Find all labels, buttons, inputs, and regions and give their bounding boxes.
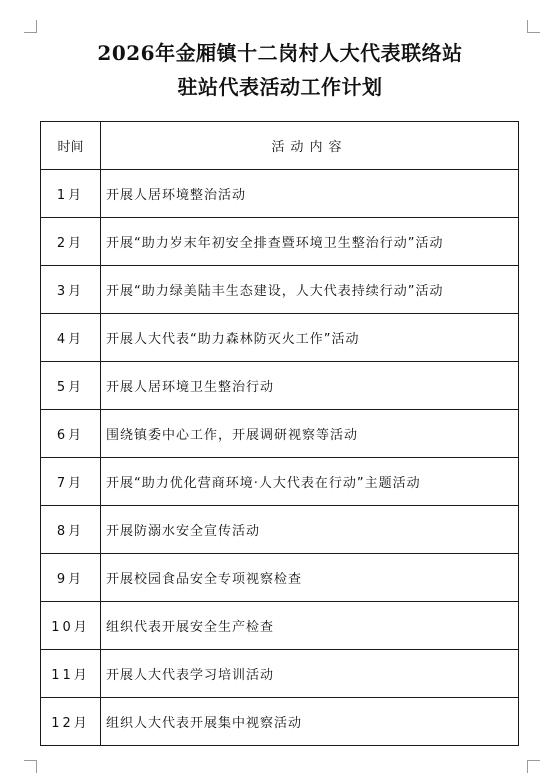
row-activity: 开展人居环境卫生整治行动	[101, 362, 519, 410]
row-month: 7月	[41, 458, 101, 506]
document-title-line-2: 驻站代表活动工作计划	[177, 75, 383, 99]
table-row	[41, 458, 519, 506]
row-activity: 开展校园食品安全专项视察检查	[101, 554, 519, 602]
row-activity: 开展“助力绿美陆丰生态建设，人大代表持续行动”活动	[101, 266, 519, 314]
table-row	[41, 170, 519, 218]
table-row	[41, 650, 519, 698]
row-activity: 开展人居环境整治活动	[101, 170, 519, 218]
crop-mark-bottom-left	[24, 760, 37, 773]
table-header-row	[41, 122, 519, 170]
header-time: 时间	[41, 122, 101, 170]
table-row	[41, 362, 519, 410]
row-activity: 组织人大代表开展集中视察活动	[101, 698, 519, 746]
row-activity: 开展人大代表学习培训活动	[101, 650, 519, 698]
row-month: 3月	[41, 266, 101, 314]
table-row	[41, 218, 519, 266]
row-month: 12月	[41, 698, 101, 746]
row-activity: 开展人大代表“助力森林防灭火工作”活动	[101, 314, 519, 362]
row-activity: 开展防溺水安全宣传活动	[101, 506, 519, 554]
table-row	[41, 506, 519, 554]
table-row	[41, 410, 519, 458]
activity-plan-table	[40, 121, 519, 746]
table-row	[41, 602, 519, 650]
row-activity: 开展“助力优化营商环境·人大代表在行动”主题活动	[101, 458, 519, 506]
row-month: 5月	[41, 362, 101, 410]
row-activity: 围绕镇委中心工作，开展调研视察等活动	[101, 410, 519, 458]
row-month: 10月	[41, 602, 101, 650]
row-month: 4月	[41, 314, 101, 362]
table-row	[41, 698, 519, 746]
table-row	[41, 266, 519, 314]
row-activity: 组织代表开展安全生产检查	[101, 602, 519, 650]
table-row	[41, 554, 519, 602]
row-month: 11月	[41, 650, 101, 698]
row-activity: 开展“助力岁末年初安全排查暨环境卫生整治行动”活动	[101, 218, 519, 266]
row-month: 9月	[41, 554, 101, 602]
row-month: 2月	[41, 218, 101, 266]
crop-mark-bottom-right	[527, 760, 540, 773]
header-activity-content: 活动内容	[101, 122, 519, 170]
document-title-line-1: 2026年金厢镇十二岗村人大代表联络站	[97, 41, 463, 65]
row-month: 8月	[41, 506, 101, 554]
row-month: 6月	[41, 410, 101, 458]
crop-mark-top-left	[24, 20, 37, 33]
row-month: 1月	[41, 170, 101, 218]
table-row	[41, 314, 519, 362]
crop-mark-top-right	[527, 20, 540, 33]
